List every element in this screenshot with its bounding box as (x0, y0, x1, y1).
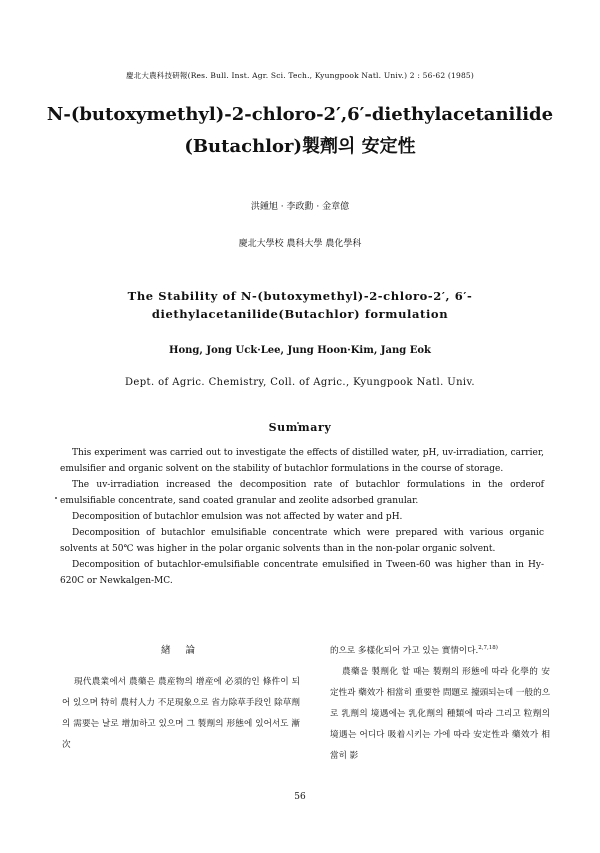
summary-heading: Summary (268, 421, 332, 434)
affiliation-korean: 慶北大學校 農科大學 農化學科 (238, 239, 362, 249)
summary-body (60, 445, 544, 589)
english-title-line2: diethylacetanilide(Butachlor) formulation (151, 307, 449, 321)
summary-paragraph-2: The uv-irradiation increased the decomposition rate of butachlor formulations in the orderof emulsifiable concentrate, sand coated granular and zeolite adsorbed granular. (60, 480, 544, 506)
summary-paragraph-3: Decomposition of butachlor emulsion was not affected by water and pH. (72, 512, 403, 522)
paper-title-line2: (Butachlor)製劑의 安定性 (184, 136, 416, 157)
english-title-line1: The Stability of N-(butoxymethyl)-2-chloro-2′, 6′- (127, 289, 473, 303)
intro-right-paragraph-1 (330, 638, 550, 662)
paper-title-line1: N-(butoxymethyl)-2-chloro-2′,6′-diethylacetanilide (46, 104, 554, 125)
intro-right-text-1: 的으로 多樣化되어 가고 있는 實情이다. (330, 645, 479, 656)
intro-right-column (330, 638, 550, 767)
reference-superscript: 2,7,18) (478, 645, 498, 651)
intro-right-paragraph-2: 農藥을 製劑化 할 때는 製劑의 形態에 따라 化學的 安定性과 藥效가 相當히 重要한 問題로 擡頭되는데 一般的으로 乳劑의 境遇에는 乳化劑의 種類에 따라 그리고 粒劑의 境遇는 어디다 吸着시키는 가에 따라 安定性과 藥效가 相當히 影 (330, 666, 551, 761)
page-number: 56 (294, 792, 306, 802)
summary-paragraph-1: This experiment was carried out to investigate the effects of distilled water, pH, uv-irradiation, carrier, emulsifier and organic solvent on the stability of butachlor formulations in the course of storage. (60, 448, 544, 474)
intro-left-column: 現代農業에서 農藥은 農産物의 增産에 必須的인 條件이 되어 있으며 特히 農村人力 不足現象으로 省力除草手段인 除草劑의 需要는 날로 增加하고 있으며 그 製劑의 形態에 있어서도 漸次 (62, 677, 300, 750)
affiliation-english: Dept. of Agric. Chemistry, Coll. of Agric., Kyungpook Natl. Univ. (125, 377, 475, 388)
introduction-heading: 緖 論 (160, 645, 202, 656)
authors-korean: 洪鍾旭 · 李政勳 · 金章億 (250, 202, 350, 212)
summary-paragraph-5: Decomposition of butachlor-emulsifiable concentrate emulsified in Tween-60 was higher than in Hy-620C or Newkalgen-MC. (60, 560, 544, 586)
summary-paragraph-4: Decomposition of butachlor emulsifiable concentrate which were prepared with various organic solvents at 50℃ was higher in the polar organic solvents than in the non-polar organic solvent. (60, 528, 544, 554)
journal-citation: 慶北大農科技硏報(Res. Bull. Inst. Agr. Sci. Tech., Kyungpook Natl. Univ.) 2 : 56-62 (1985) (125, 71, 475, 80)
authors-english: Hong, Jong Uck·Lee, Jung Hoon·Kim, Jang Eok (169, 345, 431, 356)
margin-speck (55, 497, 57, 499)
